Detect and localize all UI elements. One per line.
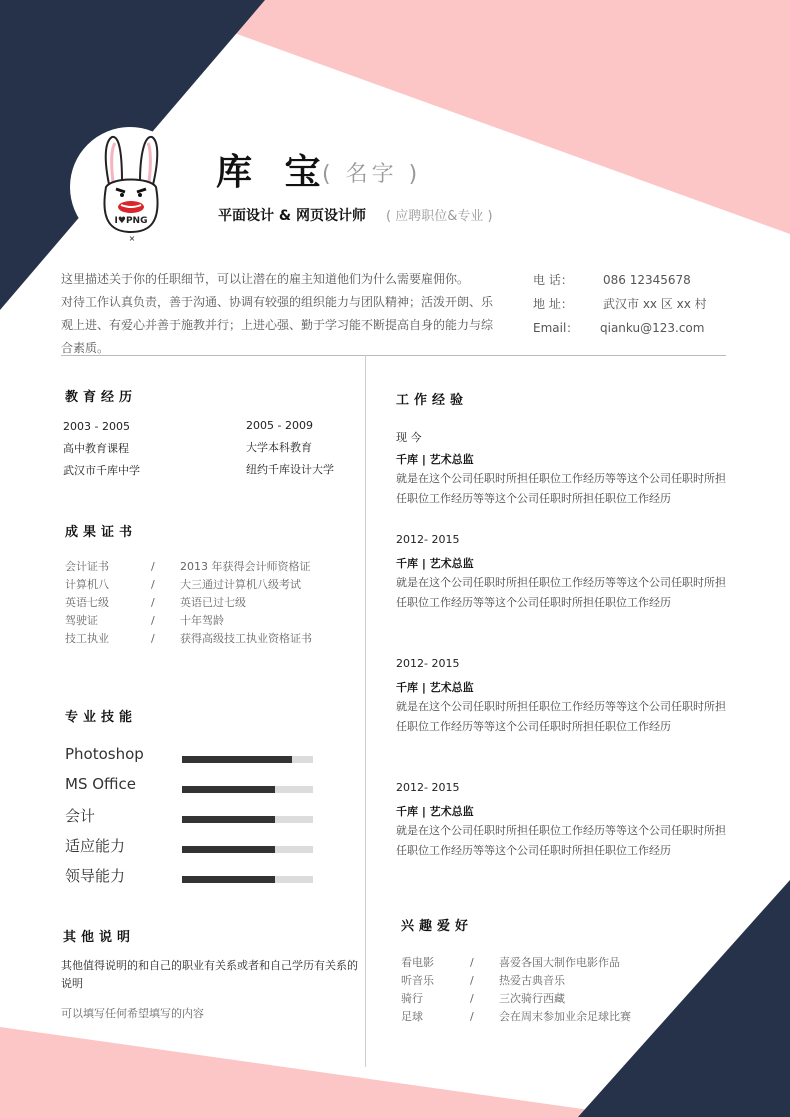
skill-row xyxy=(65,805,325,835)
svg-text:×: × xyxy=(128,234,136,243)
education-period: 2005 - 2009 xyxy=(246,419,313,432)
work-item xyxy=(396,429,736,509)
education-course: 大学本科教育 xyxy=(246,441,312,454)
certificates-list xyxy=(65,558,355,648)
skill-bar xyxy=(182,816,313,823)
skill-name: Photoshop xyxy=(65,745,144,763)
work-period: 2012- 2015 xyxy=(396,533,460,546)
work-description: 就是在这个公司任职时所担任职位工作经历等等这个公司任职时所担任职位工作经历等等这个公司任职时所担任职位工作经历 xyxy=(396,472,726,505)
job-title-hint: ( 应聘职位&专业 ) xyxy=(386,209,493,224)
name-hint: ( 名字 ) xyxy=(322,162,422,187)
email-label: Email： xyxy=(533,321,579,335)
certificate-row: 技工执业 / 获得高级技工执业资格证书 xyxy=(65,632,312,645)
avatar-brand-text: I♥PNG xyxy=(114,216,148,226)
vertical-divider xyxy=(365,355,366,1067)
education-period: 2003 - 2005 xyxy=(63,420,130,433)
hobby-row: 足球 / 会在周末参加业余足球比赛 xyxy=(401,1010,631,1023)
contact-phone xyxy=(533,268,753,292)
certificates-heading: 成果证书 xyxy=(65,525,138,540)
education-course: 高中教育课程 xyxy=(63,442,129,455)
phone-value: 086 12345678 xyxy=(603,273,691,287)
bunny-avatar-icon xyxy=(70,127,190,247)
hobbies-list xyxy=(401,954,721,1026)
certificate-row: 计算机八 / 大三通过计算机八级考试 xyxy=(65,578,301,591)
skill-name: MS Office xyxy=(65,775,137,793)
work-role: 千库 | 艺术总监 xyxy=(396,557,474,570)
hobby-row: 听音乐 / 热爱古典音乐 xyxy=(401,974,565,987)
address-value: 武汉市 xx 区 xx 村 xyxy=(603,297,707,311)
skills-heading: 专业技能 xyxy=(65,710,138,725)
skill-row xyxy=(65,775,325,805)
skill-bar-fill xyxy=(182,756,292,763)
hobbies-heading: 兴趣爱好 xyxy=(401,919,474,934)
intro-line: 对待工作认真负责，善于沟通、协调有较强的组织能力与团队精神；活泼开朗、乐 xyxy=(61,295,494,309)
intro-line: 观上进、有爱心并善于施教并行；上进心强、勤于学习能不断提高自身的能力与综 xyxy=(61,318,494,332)
certificate-row: 英语七级 / 英语已过七级 xyxy=(65,596,246,609)
hobby-row: 看电影 / 喜爱各国大制作电影作品 xyxy=(401,956,620,969)
job-title: 平面设计 & 网页设计师 xyxy=(218,208,366,224)
intro-line: 合素质。 xyxy=(61,341,110,355)
skill-bar xyxy=(182,786,313,793)
work-item xyxy=(396,657,736,737)
work-heading: 工作经验 xyxy=(396,393,469,408)
skill-bar xyxy=(182,756,313,763)
work-item xyxy=(396,781,736,861)
horizontal-divider xyxy=(61,355,726,356)
avatar xyxy=(70,127,190,247)
work-description: 就是在这个公司任职时所担任职位工作经历等等这个公司任职时所担任职位工作经历等等这个公司任职时所担任职位工作经历 xyxy=(396,576,726,609)
work-role: 千库 | 艺术总监 xyxy=(396,805,474,818)
contact-email xyxy=(533,316,753,340)
contact-info xyxy=(533,268,753,340)
education-school: 纽约千库设计大学 xyxy=(246,463,334,476)
work-item xyxy=(396,533,736,613)
work-role: 千库 | 艺术总监 xyxy=(396,453,474,466)
certificate-row: 会计证书 / 2013 年获得会计师资格证 xyxy=(65,560,311,573)
intro-line: 这里描述关于你的任职细节，可以让潜在的雇主知道他们为什么需要雇佣你。 xyxy=(61,272,470,286)
skill-bar-fill xyxy=(182,816,275,823)
work-period: 现 今 xyxy=(396,431,422,444)
education-item xyxy=(246,415,334,481)
work-period: 2012- 2015 xyxy=(396,781,460,794)
skill-bar xyxy=(182,876,313,883)
skill-row xyxy=(65,745,325,775)
pink-bottom-triangle xyxy=(0,1027,640,1117)
address-label: 地 址： xyxy=(533,297,573,311)
work-description: 就是在这个公司任职时所担任职位工作经历等等这个公司任职时所担任职位工作经历等等这个公司任职时所担任职位工作经历 xyxy=(396,824,726,857)
pink-top-triangle xyxy=(143,0,790,234)
email-value: qianku@123.com xyxy=(600,321,705,335)
skill-bar-fill xyxy=(182,786,275,793)
candidate-name: 库 宝 xyxy=(216,152,331,193)
other-note: 可以填写任何希望填写的内容 xyxy=(61,1007,204,1020)
skills-list xyxy=(65,745,325,895)
skill-bar xyxy=(182,846,313,853)
intro-paragraph xyxy=(61,268,511,360)
skill-bar-fill xyxy=(182,846,275,853)
other-heading: 其他说明 xyxy=(63,930,136,945)
education-school: 武汉市千库中学 xyxy=(63,464,140,477)
phone-label: 电 话： xyxy=(533,273,573,287)
work-description: 就是在这个公司任职时所担任职位工作经历等等这个公司任职时所担任职位工作经历等等这个公司任职时所担任职位工作经历 xyxy=(396,700,726,733)
work-role: 千库 | 艺术总监 xyxy=(396,681,474,694)
hobby-row: 骑行 / 三次骑行西藏 xyxy=(401,992,565,1005)
other-description: 其他值得说明的和自己的职业有关系或者和自己学历有关系的说明 xyxy=(61,959,358,990)
education-item xyxy=(63,416,140,482)
skill-name: 领导能力 xyxy=(65,867,126,885)
skill-row xyxy=(65,865,325,895)
skill-name: 适应能力 xyxy=(65,837,126,855)
certificate-row: 驾驶证 / 十年驾龄 xyxy=(65,614,224,627)
skill-row xyxy=(65,835,325,865)
contact-address xyxy=(533,292,753,316)
skill-name: 会计 xyxy=(65,807,96,825)
education-heading: 教育经历 xyxy=(65,390,138,405)
skill-bar-fill xyxy=(182,876,275,883)
work-period: 2012- 2015 xyxy=(396,657,460,670)
